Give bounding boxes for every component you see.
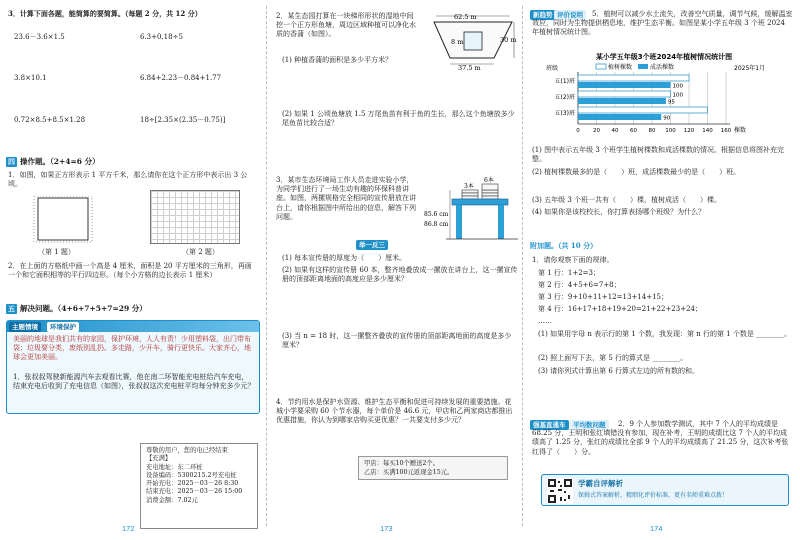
section-5-title: 解决问题。（4+6+7+5+7=29 分） bbox=[20, 304, 147, 314]
bar-survived bbox=[578, 82, 671, 88]
coupon-a: 甲店：每买10个赠送2个。 bbox=[364, 460, 439, 467]
x-tick-label: 80 bbox=[648, 128, 656, 134]
bar-planted bbox=[578, 75, 689, 81]
q5-part3: (3) 五年级 3 个班一共有（ ）棵，植树成活（ ）棵。 bbox=[532, 196, 722, 204]
section-4-label: 四 bbox=[8, 158, 15, 166]
extra-title: 附加题。（共 10 分） bbox=[530, 241, 598, 250]
page-number-172: 172 bbox=[122, 524, 135, 534]
expr-2: 6.3+0.18÷5 bbox=[140, 33, 183, 41]
bar-survived bbox=[578, 98, 666, 104]
q3-part3: (3) 当 n = 18 时，这一摞整齐叠放的宣传册的顶部距离地面的高度是多少厘米？ bbox=[282, 332, 512, 350]
bar-survived bbox=[578, 114, 661, 120]
x-tick-label: 140 bbox=[702, 128, 713, 134]
rule-row-4: 第 4 行：16+17+18+19+20=21+22+23+24； bbox=[538, 305, 702, 313]
page-divider-1 bbox=[266, 6, 267, 526]
x-tick-label: 0 bbox=[576, 128, 580, 134]
page-number-174: 174 bbox=[650, 524, 663, 534]
book-count-3: 3本 bbox=[464, 183, 474, 190]
q3-part1: (1) 每本宣传册的厚度为（ ）厘米。 bbox=[282, 254, 407, 262]
category-label: 五(3)班 bbox=[554, 110, 575, 117]
q3-title: 3．计算下面各题，能简算的要简算。（每题 2 分，共 12 分） bbox=[8, 9, 202, 18]
page-number-173: 173 bbox=[380, 524, 393, 534]
chart-date: 2025年1月 bbox=[734, 65, 766, 72]
page-174 bbox=[524, 0, 800, 540]
receipt-line-7: 消费金额：7.02元 bbox=[146, 496, 198, 504]
page-172 bbox=[0, 0, 268, 540]
theme-topic: 环境保护 bbox=[47, 322, 79, 332]
q5-tag-eval: 评价说明 bbox=[554, 10, 586, 20]
section-4-header bbox=[6, 157, 100, 167]
expr-4: 6.84+2.23－0.84+1.77 bbox=[140, 74, 222, 82]
qr-text: 保姆式答案解析，精细化评价标准，更有名师重难点拨！ bbox=[578, 492, 729, 499]
tree-chart bbox=[540, 52, 788, 142]
extra-q1: 1．请你观察下面的规律。 bbox=[532, 256, 614, 264]
q5-part1: (1) 图中表示五年级 3 个班学生植树棵数和成活棵数的情况。根据信息将图补充完整。 bbox=[532, 146, 785, 164]
rule-row-5: …… bbox=[538, 317, 552, 325]
shop-coupons bbox=[358, 456, 508, 480]
expr-6: 18÷[2.35×(2.35－0.75)] bbox=[140, 116, 226, 124]
square-km-figure bbox=[20, 196, 120, 244]
q5-tag-trend: 新趋势 bbox=[530, 10, 556, 20]
category-label: 五(2)班 bbox=[554, 94, 575, 101]
dim-square: 8 m bbox=[451, 38, 464, 46]
coupon-b: 乙店：买满100元返现金15元。 bbox=[364, 469, 454, 477]
q5-part4: (4) 如果你是该校校长，你打算表扬哪个班级？为什么？ bbox=[532, 208, 706, 216]
bar-planted bbox=[578, 91, 671, 97]
expr-1: 23.6－3.6×1.5 bbox=[14, 33, 65, 41]
theme-box bbox=[6, 320, 260, 414]
dim-top: 62.5 m bbox=[454, 13, 477, 21]
x-tick-label: 20 bbox=[593, 128, 600, 134]
value-label-planted: 100 bbox=[672, 92, 683, 99]
trapezoid-figure bbox=[420, 12, 522, 72]
fig2-caption: （第 2 题） bbox=[182, 248, 219, 256]
expr-3: 3.8×10.1 bbox=[14, 74, 47, 82]
q3-text: 3．某市生态环境局工作人员走进实验小学，为同学们进行了一场生动有趣的环保科普讲座。如图，两摞规格完全相同的宣传册放在讲台上，请你根据图中所给出的信息，解答下列问题。 bbox=[276, 176, 416, 221]
legend-swatch-survived bbox=[638, 64, 648, 69]
receipt-line-1: 尊敬的用户，您的电已经结束 bbox=[146, 447, 228, 454]
section-5-label: 五 bbox=[8, 305, 15, 313]
theme-bar bbox=[7, 321, 259, 332]
book-count-6: 6本 bbox=[484, 177, 494, 184]
square-figure bbox=[20, 196, 120, 244]
op-q2: 2．在上面的方格纸中画一个高是 4 厘米，面积是 20 平方厘米的三角形，再画一个和它面积相等的平行四边形。（每个小方格的边长表示 1 厘米） bbox=[8, 262, 252, 280]
charging-receipt bbox=[140, 443, 258, 529]
receipt-line-4: 设备编码：5300215.2号充电桩 bbox=[146, 471, 237, 479]
q5-part2: (2) 植树棵数最多的是（ ）班，成活棵数最少的是（ ）班。 bbox=[532, 168, 741, 176]
dim-bottom: 37.5 m bbox=[458, 64, 481, 72]
theme-tag: 主题情境 bbox=[9, 322, 41, 332]
qr-title: 学霸自评解析 bbox=[578, 479, 623, 488]
legend-swatch-planted bbox=[596, 64, 606, 69]
page-divider-2 bbox=[522, 6, 523, 526]
y-axis-label: 班级 bbox=[546, 65, 559, 72]
height-85-6: 85.6 cm bbox=[424, 211, 449, 218]
legend-survived: 成活棵数 bbox=[650, 64, 675, 71]
page-173 bbox=[268, 0, 524, 540]
rule-row-2: 第 2 行：4+5+6=7+8； bbox=[538, 281, 621, 289]
op-q1: 1．如图，如果正方形表示 1 平方千米，那么请你在这个正方形中表示出 3 公顷。 bbox=[8, 171, 248, 189]
extra-sub3: (3) 请你列式计算出第 6 行算式左边的所有数的和。 bbox=[538, 367, 700, 375]
bar-planted bbox=[578, 107, 708, 113]
x-tick-label: 120 bbox=[683, 128, 695, 134]
value-label-survived: 90 bbox=[663, 115, 671, 122]
category-label: 五(1)班 bbox=[554, 78, 575, 85]
qr-banner[interactable] bbox=[541, 474, 789, 506]
q2-text: 2．某生态园打算在一块梯形形状的湿地中间挖一个正方形鱼塘，周边区域种植可以净化水质的香蒲（如图）。 bbox=[276, 12, 416, 39]
grid-paper[interactable] bbox=[150, 190, 240, 244]
x-tick-label: 40 bbox=[611, 128, 619, 134]
receipt-line-3: 充电地址：东二环桩 bbox=[146, 463, 203, 471]
q2-part2: (2) 如果 1 公顷鱼塘放 1.5 万尾鱼苗有利于鱼的生长，那么这个鱼塘放多少尾鱼苗比较合适？ bbox=[282, 110, 515, 128]
q1-text: 1．张叔叔驾驶新能源汽车去观看比赛，他在南二环智能充电桩给汽车充电，结束充电后收到了充电信息（如图），张叔叔这次充电桩平均每分钟充多少元？ bbox=[13, 373, 255, 391]
q2-part1: (1) 种植香蒲的面积是多少平方米？ bbox=[282, 56, 393, 64]
q5-text: 5．植树可以减少水土流失，改善空气质量，调节气候，缓解温室效应，同时为生物提供栖息地，维护生态平衡。如图是某小学五年级 3 个班 2024 年植树情况统计图。 bbox=[532, 10, 793, 37]
extra-q2: 2．9 个人参加数学测试，其中 7 个人的平均成绩是 68.25 分，王明和张红填错没有参加，现在补考，王明的成绩比这 7 个人的平均成绩高了 1.25 分，张红的成绩比全部 9 个人的平均成绩高了 21.25 分，这次补考张红得了（ ）分。 bbox=[532, 420, 789, 456]
qr-code-icon bbox=[547, 478, 573, 504]
fig1-caption: （第 1 题） bbox=[38, 248, 75, 256]
receipt-line-6: 结束充电：2025－03－26 15:00 bbox=[146, 488, 243, 496]
height-86-8: 86.8 cm bbox=[424, 221, 449, 228]
rule-row-1: 第 1 行：1+2=3； bbox=[538, 269, 600, 277]
x-tick-label: 160 bbox=[720, 128, 732, 134]
receipt-line-5: 开始充电：2025－03－26 8:30 bbox=[146, 480, 239, 488]
x-axis-label: 棵数 bbox=[734, 127, 747, 134]
x-tick-label: 100 bbox=[665, 128, 676, 134]
value-label-survived: 95 bbox=[667, 99, 675, 106]
q4-text: 4．节约用水是保护水资源、维护生态平衡和促进可持续发展的重要措施。花城小学要采购 60 个节水器，每个单价是 46.6 元，甲店和乙两家商店都推出优惠措施，你认为到哪家店购买更优惠？一共要支付多少元？ bbox=[276, 398, 513, 425]
podium-figure bbox=[422, 176, 522, 246]
extra-sub1: (1) 如果用字母 n 表示行的第 1 个数，我发现：第 n 行的第 1 个数是 ________。 bbox=[538, 330, 792, 338]
rule-row-3: 第 3 行：9+10+11+12=13+14+15； bbox=[538, 293, 668, 301]
legend-planted: 植树棵数 bbox=[608, 64, 633, 71]
section-4-title: 操作题。（2+4=6 分） bbox=[20, 157, 100, 167]
section-5-header bbox=[6, 304, 147, 314]
x-tick-label: 60 bbox=[630, 128, 637, 134]
dim-height: 30 m bbox=[500, 36, 517, 44]
expr-5: 0.72×8.5+8.5×1.28 bbox=[14, 116, 86, 124]
q3-part2: (2) 如果有这样的宣传册 60 本，整齐地叠放成一摞放在讲台上，这一摞宣传册的顶部距离地面的高度应是多少厘米？ bbox=[282, 266, 518, 284]
chart-title: 某小学五年级3个班2024年植树情况统计图 bbox=[595, 53, 733, 61]
receipt-line-2: 【充满】 bbox=[146, 455, 172, 463]
theme-text: 美丽的地球是我们共有的家园，保护环境，人人有责！少用塑料袋，出门带布袋；垃圾要分类，废纸别乱扔。多走路，少开车，骑行更快乐。大家齐心，地球会更加美丽。 bbox=[13, 335, 251, 362]
q2-topic: 平均数问题 bbox=[570, 420, 609, 430]
extra-sub2: (2) 照上面写下去，第 5 行的算式是 ________。 bbox=[538, 354, 688, 362]
q3-tag: 举一反三 bbox=[356, 240, 388, 250]
value-label-survived: 100 bbox=[672, 83, 683, 90]
q2-tag: 强基直通车 bbox=[530, 420, 569, 430]
